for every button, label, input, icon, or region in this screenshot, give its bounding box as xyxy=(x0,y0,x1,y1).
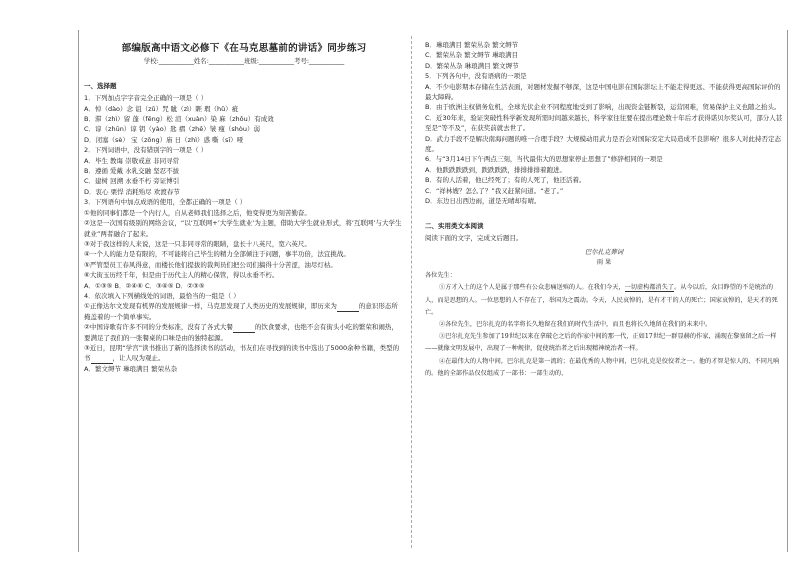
question-4-passage-2 xyxy=(84,322,404,343)
question-1-option-a: A．悼（dào）念 诅（zǔ）咒 眦（zì）睚 瑕（hǔ）疵 xyxy=(84,104,239,113)
question-2-option-a: A．毕生 教诲 崇敬戒意 非同寻常 xyxy=(84,156,180,165)
question-4-passage-1-text: ①正像达尔文发现有机界的发展规律一样，马克思发现了人类历史的发展规律，即历来为 xyxy=(84,302,337,311)
question-4-passage-1-tail: 的意识形态所掩盖着的一个简单事实。 xyxy=(84,302,398,321)
question-3-item-2: ②这是一次国有级别的网络会议，“以‘互联网+’大学生就业’为主题，借助大学生就业形式，将‘互联网’与大学生就业”两者融合了起来。 xyxy=(84,219,402,238)
question-3-item-3: ③对于我这样的人来说，这是一只非同寻常的眼睛，盘长十八英尺，宽六英尺。 xyxy=(84,239,311,248)
article-paragraph-4: ④在最伟大的人物中间，巴尔扎克是第一流的；在最优秀的人物中间，巴尔扎克是佼佼者之一。他的才智是惊人的、不同凡响的。他的全部作品仅仅组成了一部书：一部生动的、 xyxy=(425,357,780,377)
question-3-item-5: ⑤严管型员工春风得意，而楼长他们提拔的裁判员们把公司们搞得十分苦涩，油尽灯枯。 xyxy=(84,260,337,269)
question-2-option-c: C．建树 回溯 永垂不朽 旁证博引 xyxy=(84,177,180,186)
answer-blank xyxy=(233,325,255,333)
question-4-option-a: A．繁文缛节 琳琅满目 繁荣丛杂 xyxy=(84,364,178,373)
article-paragraph-3: ③巴尔扎克先生参加了19世纪以来在拿破仑之后的作家中间的那一代，正如17世纪一群显赫的作家，涌现在黎塞留之后一样——就像文明发展中，出现了一种规律，促使统治者之后出现精神统治者一样。 xyxy=(425,333,777,353)
question-5-option-a: A．不少电影期本存储在生活表面，对题材发掘不够深，这是中国电影在国际影坛上不能走得更远、不能获得更高国际评价的最大障碍。 xyxy=(425,82,781,102)
question-5-option-b: B．由于欧洲主权债务危机，全球光伏企业不同程度地受到了影响，出现资金链断裂，运营困难，贸易保护主义也随之抬头。 xyxy=(425,103,781,112)
article-paragraph-2: ②各位先生，巴尔扎克的名字将长久地留在我们的时代生活中，而且也将长久地留在我们的未来中。 xyxy=(439,320,712,328)
spacer xyxy=(425,207,783,217)
document-title: 部编版高中语文必修下《在马克思墓前的讲话》同步练习 xyxy=(121,43,367,54)
question-1-stem: 1．下列加点字字音完全正确的一项是（ ） xyxy=(84,94,208,103)
section-title-choice: 一、选择题 xyxy=(84,81,117,90)
question-6-option-d: D．东边日出西边雨，道是无晴却有晴。 xyxy=(425,197,541,206)
question-5-option-d: D．武力手段不是解决南海问题的唯一合理手段？大规模动用武力是否会对国际安定大局造成不良影响？很多人对此持否定态度。 xyxy=(425,134,782,154)
question-3-item-1: ①他的同事们都是一个内行人，自从老师我们选择之后，他变得更为刻苦勤奋。 xyxy=(84,208,311,217)
answer-blank xyxy=(337,304,359,312)
question-3-options: A．①③⑤ B．②④⑥ C．③④⑤ D．②③⑤ xyxy=(84,281,205,290)
answer-blank xyxy=(91,356,113,364)
question-4-passage-1 xyxy=(84,301,404,322)
article-title: 巴尔扎克葬词 xyxy=(584,248,624,257)
question-1-option-b: B．滞（zhì）留 蓬（fēng）松 渲（xuàn）染 麻（zhǒu）有成效 xyxy=(84,115,274,124)
question-4-passage-3-text: ③近日，昆明“学宫”读书推出了新的选择读书的活动，书友们在寻找到的读书中选出了5000余种书籍，类型的书 xyxy=(84,343,400,363)
question-4-passage-2-mid: 的饮食要求，也绝不会有街头小吃的繁荣和闹热，要满足了我们的一张餐桌的口味是由 xyxy=(84,323,398,342)
question-2-option-b: B．遵循 爱戴 水乳交融 坚忍不拔 xyxy=(84,167,180,176)
question-4-option-b: B．琳琅满目 繁荣丛杂 繁文缛节 xyxy=(425,41,519,49)
left-column xyxy=(84,38,404,374)
article-paragraph-1-tail: 。从今以后，众目睁望的不是统治的人，而是思想的人。一位思想的人不存在了，举国为之震动。今天，人民哀悼的，是有才干的人的死亡；国家哀悼的，是天才的死亡。 xyxy=(425,284,778,316)
question-6-option-c: C．“祥林嫂？怎么了？”我又赶紧问道。“老了。” xyxy=(425,186,564,195)
question-1-option-d: D．闭塞（sè） 宝（zōng）庙 日（zhì）惑 嘶（sī）哑 xyxy=(84,135,244,144)
student-info-line: 学校:___________姓名:___________班级:___________考号:___________ xyxy=(143,57,345,66)
question-2-stem: 2．下列词语中，没有错别字的一项是（ ） xyxy=(84,146,208,155)
question-3-stem: 3．下列语句中加点成语的使用，全都正确的一项是（ ） xyxy=(84,198,247,207)
question-6-option-b: B．有的人活着，他已经死了；有的人死了，他还活着。 xyxy=(425,176,586,185)
question-4-passage-3-tail: ，让人叹为观止。 xyxy=(112,354,165,363)
question-2-option-d: D．衷心 栗悍 消耗殆尽 欢渡春节 xyxy=(84,187,180,196)
question-6-option-a: A．他跌跌跌跌到，跌跌跌跌，排排排排着跑进。 xyxy=(425,165,566,174)
underlined-phrase: 一切虚构都消失了 xyxy=(624,284,675,292)
question-4-passage-3 xyxy=(84,343,404,364)
section-title-reading: 二、实用类文本阅读 xyxy=(425,221,484,230)
column-divider xyxy=(411,36,412,548)
question-3-item-6: ⑥大街玉历经千年，但是由于历代主人的精心保管，得以永垂不朽。 xyxy=(84,271,279,280)
question-4-option-c: C．繁荣丛杂 繁文缛节 琳琅满目 xyxy=(425,51,519,60)
question-6-stem: 6．与“3月14日下午两点三刻，当代最伟大的思想家停止思想了”修辞相同的一项是 xyxy=(425,155,663,164)
question-1-option-c: C．谆（zhūn）谆 钥（yào）匙 褶（zhě）皱 瘦（shòu）弱 xyxy=(84,125,260,134)
article-paragraph-1-text: ①方才入土的这个人是属于那些有公众悲痛送殡的人。在我们今天， xyxy=(439,284,625,292)
question-3-item-4: ④一个人的能力是有限的，不可能将自己毕生的精力全部倾注于问题，事半功倍，法宜挑战。 xyxy=(84,250,350,259)
question-4-stem: 4．依次填入下列横线处的词语，最恰当的一组是（ ） xyxy=(84,291,240,300)
article-author: 雨 果 xyxy=(596,258,612,266)
question-5-option-c: C．近30年来，验证突破性科学新发现所需时间越来越长，科学家往往要在提出理论数十年后才获得诺贝尔奖认可，部分人甚至是“等不及”，在获奖前就去世了。 xyxy=(425,113,783,133)
article-salutation: 各位先生： xyxy=(425,272,456,280)
reading-instruction: 阅读下面的文字，完成文后题目。 xyxy=(425,233,523,242)
right-column xyxy=(425,40,783,380)
article-paragraph-1 xyxy=(425,282,783,319)
question-4-passage-2-text: ②中国诗歌有许多不同的分类标准，没有了各式大餐 xyxy=(84,323,233,332)
question-4-passage-2-tail: 的独特起源。 xyxy=(188,333,227,342)
question-5-stem: 5．下列各句中，没有语病的一项是 xyxy=(425,72,527,81)
question-4-option-d: D．繁荣丛杂 琳琅满目 繁文缛节 xyxy=(425,61,519,70)
